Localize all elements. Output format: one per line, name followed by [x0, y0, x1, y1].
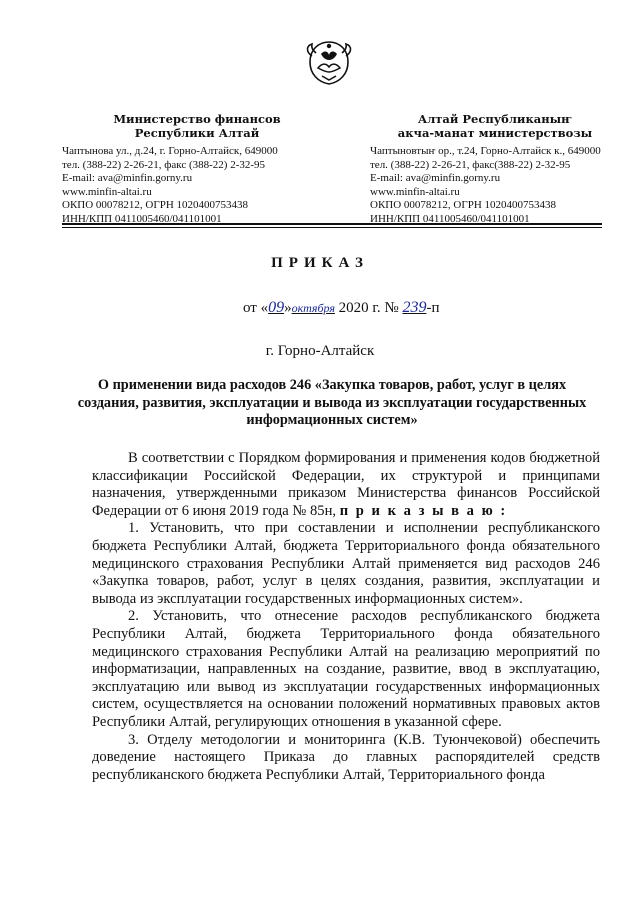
ministry-altai-address: Чаптыновтыҥ ор., т.24, Горно-Алтайск к., 649000 — [370, 145, 601, 157]
order-number-handwritten: 239 — [402, 299, 427, 316]
city-name: г. Горно-Алтайск — [265, 343, 375, 359]
ministry-altai-inn: ИНН/КПП 0411005460/041101001 — [370, 212, 530, 225]
order-date-number-line — [243, 299, 439, 317]
order-date-mid: » — [284, 300, 292, 316]
ministry-inn: ИНН/КПП 0411005460/041101001 — [62, 212, 222, 225]
coat-of-arms-emblem-icon — [302, 36, 356, 90]
ministry-altai-email: E-mail: ava@minfin.gorny.ru — [370, 172, 501, 185]
ministry-phone: тел. (388-22) 2-26-21, факс (388-22) 2-32-95 — [62, 158, 266, 171]
order-day-handwritten: 09 — [268, 299, 285, 316]
order-word: п р и к а з ы в а ю : — [339, 502, 508, 519]
ministry-altai-okpo: ОКПО 00078212, ОГРН 1020400753438 — [370, 199, 557, 212]
order-body — [92, 450, 600, 784]
ministry-okpo: ОКПО 00078212, ОГРН 1020400753438 — [62, 199, 249, 212]
ministry-altai-website: www.minfin-altai.ru — [370, 185, 460, 198]
order-number-suffix: -п — [426, 300, 440, 316]
ministry-header-russian — [62, 112, 332, 227]
ministry-header-altai — [370, 112, 620, 227]
document-title: ПРИКАЗ — [271, 255, 369, 271]
ministry-altai-phone: тел. (388-22) 2-26-21, факс(388-22) 2-32-95 — [370, 158, 571, 171]
ministry-name-line1: Министерство финансов — [113, 112, 281, 126]
order-month-handwritten: октября — [291, 301, 335, 315]
intro-paragraph — [92, 450, 600, 520]
ministry-name-altai-line2: акча-манат министерствозы — [397, 126, 593, 140]
item-1: 1. Установить, что при составлении и исполнении республиканского бюджета Республики Алтай, бюджета Территориального фонда обязательного медицинского страхования Республики Алтай применяется вид расходов 246 «Закупка товаров, работ, услуг в целях создания, развития, эксплуатации и вывода из эксплуатации государственных информационных систем». — [92, 520, 600, 607]
ministry-email: E-mail: ava@minfin.gorny.ru — [62, 172, 193, 185]
ministry-address: Чаптынова ул., д.24, г. Горно-Алтайск, 649000 — [62, 145, 278, 157]
order-year-text: 2020 г. № — [334, 300, 403, 316]
order-subject: О применении вида расходов 246 «Закупка товаров, работ, услуг в целях создания, развития, эксплуатации и вывода из эксплуатации государственных информационных систем» — [77, 377, 587, 428]
ministry-name-line2: Республики Алтай — [134, 126, 260, 140]
header-divider-thin — [62, 227, 602, 228]
ministry-website: www.minfin-altai.ru — [62, 185, 152, 198]
item-3: 3. Отделу методологии и мониторинга (К.В. Туюнчековой) обеспечить доведение настоящего Приказа до главных распорядителей средств республиканского бюджета Республики Алтай, Территориального фонда — [92, 731, 600, 783]
order-date-prefix: от « — [243, 300, 269, 316]
ministry-name-altai-line1: Алтай Республиканыҥ — [417, 112, 573, 126]
item-2: 2. Установить, что отнесение расходов республиканского бюджета Республики Алтай, бюджета Территориального фонда обязательного медицинского страхования Республики Алтай на реализацию мероприятий по информатизации, направленных на создание, развитие, ввод в эксплуатацию, эксплуатацию или вывод из эксплуатации государственных информационных систем, осуществляется на основании положений нормативных правовых актов Республики Алтай, регулирующих отношения в указанной сфере. — [92, 608, 600, 730]
header-divider-thick — [62, 223, 602, 225]
intro-text: В соответствии с Порядком формирования и применения кодов бюджетной классификации Российской Федерации, их структурой и принципами назначения, утвержденными приказом Министерства финансов Российской Федерации от 6 июня 2019 года № 85н, — [92, 450, 600, 519]
